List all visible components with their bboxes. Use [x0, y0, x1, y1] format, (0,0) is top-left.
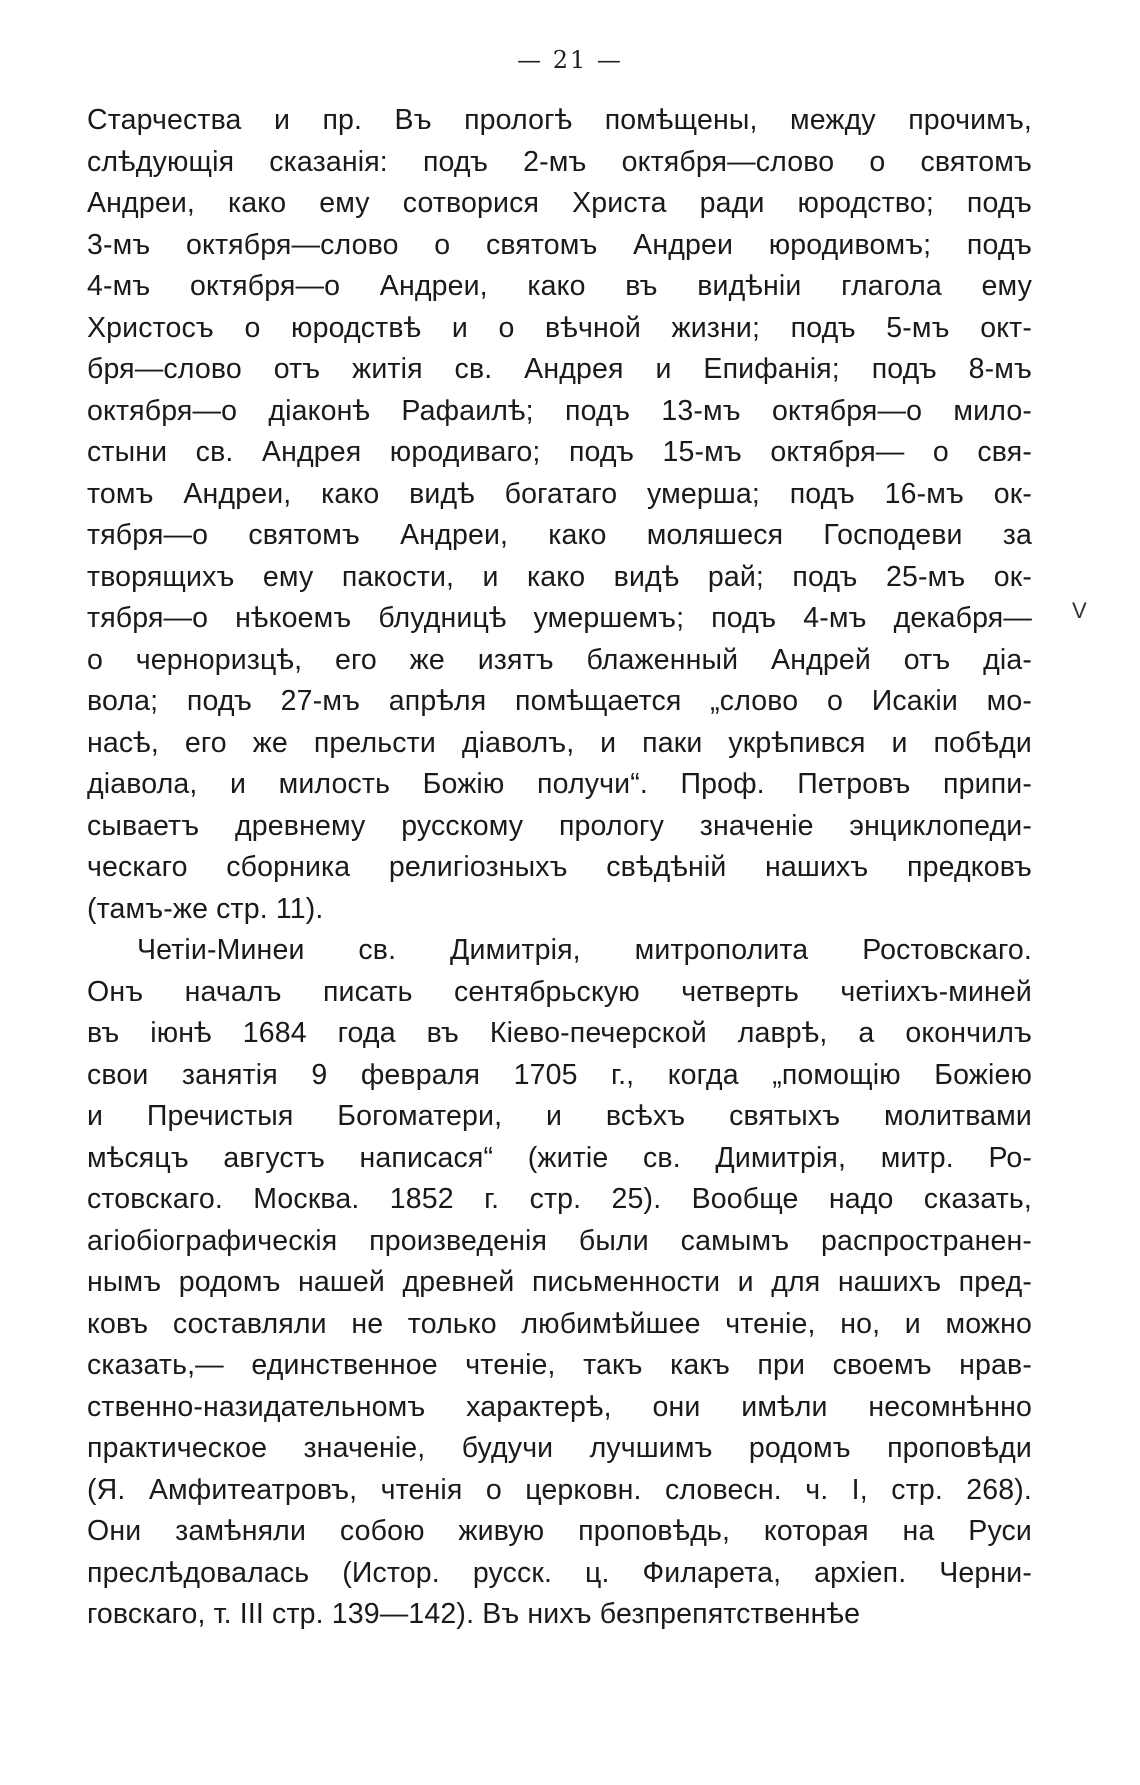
text-line: (Я. Амфитеатровъ, чтенія о церковн. словесн. ч. І, стр. 268). — [87, 1473, 1032, 1506]
text-line: слѣдующія сказанія: подъ 2-мъ октября—слово о святомъ — [87, 145, 1032, 178]
text-line: говскаго, т. III стр. 139—142). Въ нихъ безпрепятственнѣе — [87, 1598, 861, 1630]
text-line: стовскаго. Москва. 1852 г. стр. 25). Вообще надо сказать, — [87, 1183, 1032, 1215]
text-line: діавола, и милость Божію получи“. Проф. Петровъ припи- — [87, 768, 1032, 800]
text-line: 4-мъ октября—о Андреи, како въ видѣніи глагола ему — [87, 270, 1032, 302]
text-line: 3-мъ октября—слово о святомъ Андреи юродивомъ; подъ — [87, 228, 1032, 261]
text-line: октября—о діаконѣ Рафаилѣ; подъ 13-мъ октября—о мило- — [87, 394, 1032, 427]
text-line: Христосъ о юродствѣ и о вѣчной жизни; подъ 5-мъ окт- — [87, 311, 1032, 344]
text-line: Андреи, како ему сотворися Христа ради юродство; подъ — [87, 187, 1032, 219]
paragraph-1 — [87, 100, 1032, 930]
text-line: творящихъ ему пакости, и како видѣ рай; подъ 25-мъ ок- — [87, 560, 1032, 593]
text-line: Четіи-Минеи св. Димитрія, митрополита Ростовскаго. — [137, 934, 1032, 966]
text-line: томъ Андреи, како видѣ богатаго умерша; подъ 16-мъ ок- — [87, 477, 1032, 510]
text-line: тября—о нѣкоемъ блудницѣ умершемъ; подъ 4-мъ декабря— — [87, 602, 1032, 634]
paragraph-2 — [87, 930, 1032, 1636]
text-line: Старчества и пр. Въ прологѣ помѣщены, между прочимъ, — [87, 104, 1032, 136]
text-line: ческаго сборника религіозныхъ свѣдѣній нашихъ предковъ — [87, 851, 1032, 883]
text-line: Онъ началъ писать сентябрьскую четверть четіихъ-миней — [87, 975, 1032, 1008]
text-line: насѣ, его же прельсти діаволъ, и паки укрѣпився и побѣди — [87, 726, 1032, 759]
text-line: вола; подъ 27-мъ апрѣля помѣщается „слово о Исакіи мо- — [87, 685, 1032, 717]
text-line: сываетъ древнему русскому прологу значеніе энциклопеди- — [87, 809, 1032, 842]
text-line: нымъ родомъ нашей древней письменности и для нашихъ пред- — [87, 1266, 1032, 1298]
text-line: ственно-назидательномъ характерѣ, они имѣли несомнѣнно — [87, 1390, 1032, 1423]
text-line: и Пречистыя Богоматери, и всѣхъ святыхъ молитвами — [87, 1100, 1032, 1132]
text-line: преслѣдовалась (Истор. русск. ц. Филарета, архіеп. Черни- — [87, 1556, 1032, 1589]
body-text — [87, 100, 1032, 1636]
text-line: ковъ составляли не только любимѣйшее чтеніе, но, и можно — [87, 1307, 1032, 1340]
text-line: тября—о святомъ Андреи, како моляшеся Господеви за — [87, 519, 1032, 551]
text-line: бря—слово отъ житія св. Андрея и Епифанія; подъ 8-мъ — [87, 353, 1032, 385]
text-line: мѣсяцъ августъ написася“ (житіе св. Димитрія, митр. Ро- — [87, 1141, 1032, 1174]
text-line: стыни св. Андрея юродиваго; подъ 15-мъ октября— о свя- — [87, 436, 1032, 468]
text-line: Они замѣняли собою живую проповѣдь, которая на Руси — [87, 1515, 1032, 1547]
text-line: агіобіографическія произведенія были самымъ распространен- — [87, 1224, 1032, 1257]
page-number: — 21 — — [517, 46, 623, 74]
text-line: въ іюнѣ 1684 года въ Кіево-печерской лаврѣ, а окончилъ — [87, 1017, 1032, 1049]
text-line: сказать,— единственное чтеніе, такъ какъ при своемъ нрав- — [87, 1349, 1032, 1381]
text-line: свои занятія 9 февраля 1705 г., когда „помощію Божіею — [87, 1058, 1032, 1091]
margin-mark: V — [1072, 598, 1087, 623]
text-line: о черноризцѣ, его же изятъ блаженный Андрей отъ діа- — [87, 643, 1032, 676]
text-line: (тамъ-же стр. 11). — [87, 892, 324, 925]
text-line: практическое значеніе, будучи лучшимъ родомъ проповѣди — [87, 1432, 1032, 1464]
